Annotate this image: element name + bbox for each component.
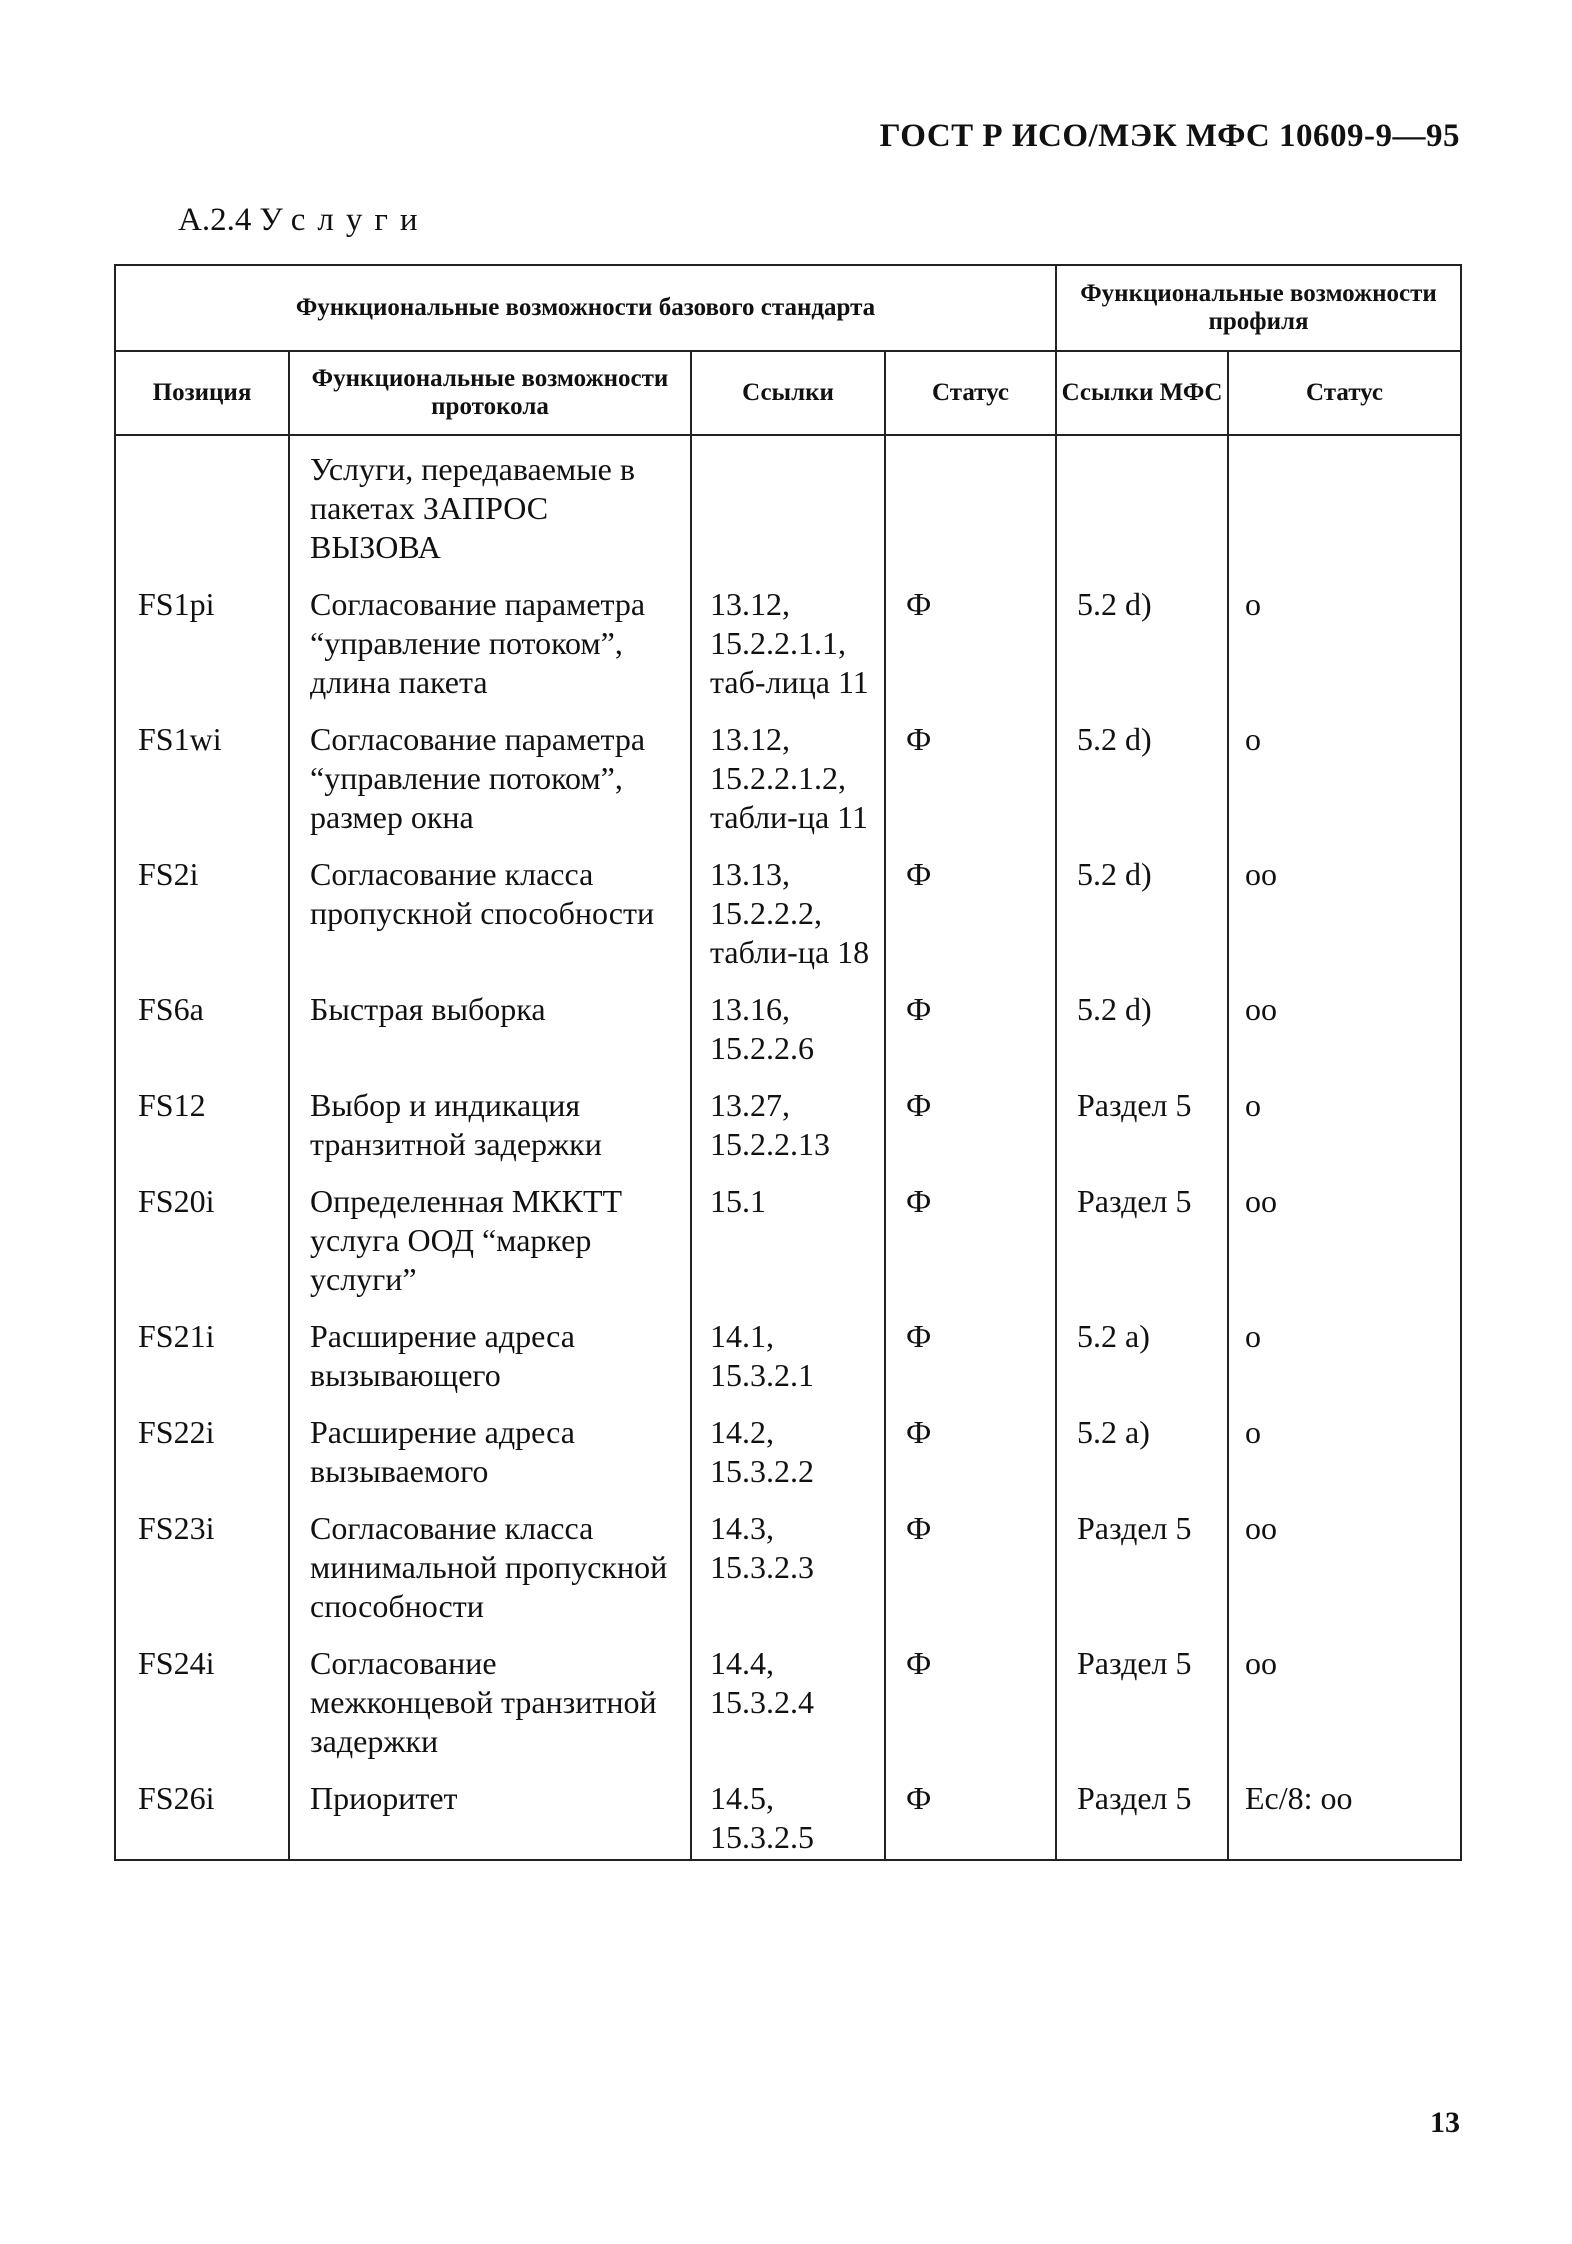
position-cell: FS1wi bbox=[115, 712, 289, 847]
protocol-cell: Согласование класса пропускной способности bbox=[289, 847, 691, 982]
status-cell: Ф bbox=[885, 1501, 1056, 1636]
table-row bbox=[115, 1771, 1461, 1860]
mfs-refs-cell: 5.2 a) bbox=[1056, 1405, 1228, 1501]
mfs-refs-cell: 5.2 d) bbox=[1056, 982, 1228, 1078]
mfs-refs-cell: Раздел 5 bbox=[1056, 1501, 1228, 1636]
refs-cell: 13.12, 15.2.2.1.2, табли-ца 11 bbox=[691, 712, 885, 847]
refs-cell: 13.16, 15.2.2.6 bbox=[691, 982, 885, 1078]
intro-position-cell bbox=[115, 435, 289, 577]
mfs-refs-cell: Раздел 5 bbox=[1056, 1771, 1228, 1860]
refs-cell: 13.12, 15.2.2.1.1, таб-лица 11 bbox=[691, 577, 885, 712]
protocol-cell: Расширение адреса вызываемого bbox=[289, 1405, 691, 1501]
mfs-refs-cell: 5.2 a) bbox=[1056, 1309, 1228, 1405]
table-row bbox=[115, 712, 1461, 847]
profile-status-cell: Ec/8: oo bbox=[1228, 1771, 1461, 1860]
protocol-cell: Согласование межконцевой транзитной задержки bbox=[289, 1636, 691, 1771]
position-cell: FS1pi bbox=[115, 577, 289, 712]
status-cell: Ф bbox=[885, 1405, 1056, 1501]
status-cell: Ф bbox=[885, 1771, 1056, 1860]
position-cell: FS22i bbox=[115, 1405, 289, 1501]
profile-status-cell: o bbox=[1228, 577, 1461, 712]
position-cell: FS6a bbox=[115, 982, 289, 1078]
refs-cell: 13.27, 15.2.2.13 bbox=[691, 1078, 885, 1174]
table-row bbox=[115, 1174, 1461, 1309]
status-cell: Ф bbox=[885, 982, 1056, 1078]
refs-cell: 13.13, 15.2.2.2, табли-ца 18 bbox=[691, 847, 885, 982]
mfs-refs-cell: 5.2 d) bbox=[1056, 847, 1228, 982]
column-header-mfs-refs: Ссылки МФС bbox=[1056, 351, 1228, 435]
protocol-cell: Быстрая выборка bbox=[289, 982, 691, 1078]
profile-status-cell: o bbox=[1228, 1309, 1461, 1405]
refs-cell: 14.5, 15.3.2.5 bbox=[691, 1771, 885, 1860]
refs-cell: 14.3, 15.3.2.3 bbox=[691, 1501, 885, 1636]
profile-status-cell: o bbox=[1228, 1405, 1461, 1501]
profile-status-cell: oo bbox=[1228, 982, 1461, 1078]
status-cell: Ф bbox=[885, 712, 1056, 847]
position-cell: FS2i bbox=[115, 847, 289, 982]
protocol-cell: Определенная МККТТ услуга ООД “маркер услуги” bbox=[289, 1174, 691, 1309]
mfs-refs-cell: Раздел 5 bbox=[1056, 1078, 1228, 1174]
protocol-cell: Приоритет bbox=[289, 1771, 691, 1860]
mfs-refs-cell: Раздел 5 bbox=[1056, 1174, 1228, 1309]
column-header-protocol: Функциональные возможности протокола bbox=[289, 351, 691, 435]
mfs-refs-cell: 5.2 d) bbox=[1056, 577, 1228, 712]
table-row bbox=[115, 1636, 1461, 1771]
section-title bbox=[178, 202, 430, 239]
status-cell: Ф bbox=[885, 1174, 1056, 1309]
refs-cell: 14.1, 15.3.2.1 bbox=[691, 1309, 885, 1405]
profile-status-cell: oo bbox=[1228, 1174, 1461, 1309]
status-cell: Ф bbox=[885, 1309, 1056, 1405]
profile-status-cell: oo bbox=[1228, 847, 1461, 982]
status-cell: Ф bbox=[885, 1636, 1056, 1771]
table-row bbox=[115, 1309, 1461, 1405]
profile-status-cell: oo bbox=[1228, 1636, 1461, 1771]
profile-status-cell: o bbox=[1228, 712, 1461, 847]
status-cell: Ф bbox=[885, 577, 1056, 712]
profile-header: Функциональные возможности профиля bbox=[1056, 265, 1461, 351]
section-number: А.2.4 bbox=[178, 202, 252, 238]
table-row bbox=[115, 577, 1461, 712]
status-cell: Ф bbox=[885, 1078, 1056, 1174]
column-header-position: Позиция bbox=[115, 351, 289, 435]
mfs-refs-cell: 5.2 d) bbox=[1056, 712, 1228, 847]
position-cell: FS12 bbox=[115, 1078, 289, 1174]
table-row bbox=[115, 1501, 1461, 1636]
position-cell: FS23i bbox=[115, 1501, 289, 1636]
position-cell: FS20i bbox=[115, 1174, 289, 1309]
base-standard-header: Функциональные возможности базового стандарта bbox=[115, 265, 1056, 351]
position-cell: FS24i bbox=[115, 1636, 289, 1771]
table-row bbox=[115, 1405, 1461, 1501]
page-number: 13 bbox=[1430, 2106, 1460, 2139]
table-row bbox=[115, 847, 1461, 982]
column-header-refs: Ссылки bbox=[691, 351, 885, 435]
mfs-refs-cell: Раздел 5 bbox=[1056, 1636, 1228, 1771]
status-cell: Ф bbox=[885, 847, 1056, 982]
intro-text: Услуги, передаваемые в пакетах ЗАПРОС ВЫЗОВА bbox=[289, 435, 691, 577]
section-name: Услуги bbox=[259, 202, 430, 238]
table-intro-row bbox=[115, 435, 1461, 577]
table-row bbox=[115, 982, 1461, 1078]
profile-status-cell: oo bbox=[1228, 1501, 1461, 1636]
document-code: ГОСТ Р ИСО/МЭК МФС 10609-9—95 bbox=[879, 118, 1460, 154]
protocol-cell: Выбор и индикация транзитной задержки bbox=[289, 1078, 691, 1174]
protocol-cell: Согласование класса минимальной пропускной способности bbox=[289, 1501, 691, 1636]
services-table bbox=[114, 264, 1462, 1861]
protocol-cell: Расширение адреса вызывающего bbox=[289, 1309, 691, 1405]
position-cell: FS26i bbox=[115, 1771, 289, 1860]
protocol-cell: Согласование параметра “управление потоком”, длина пакета bbox=[289, 577, 691, 712]
profile-status-cell: o bbox=[1228, 1078, 1461, 1174]
table-row bbox=[115, 1078, 1461, 1174]
position-cell: FS21i bbox=[115, 1309, 289, 1405]
table-body bbox=[115, 435, 1461, 1860]
refs-cell: 15.1 bbox=[691, 1174, 885, 1309]
refs-cell: 14.4, 15.3.2.4 bbox=[691, 1636, 885, 1771]
refs-cell: 14.2, 15.3.2.2 bbox=[691, 1405, 885, 1501]
column-header-status: Статус bbox=[885, 351, 1056, 435]
protocol-cell: Согласование параметра “управление потоком”, размер окна bbox=[289, 712, 691, 847]
column-header-profile-status: Статус bbox=[1228, 351, 1461, 435]
